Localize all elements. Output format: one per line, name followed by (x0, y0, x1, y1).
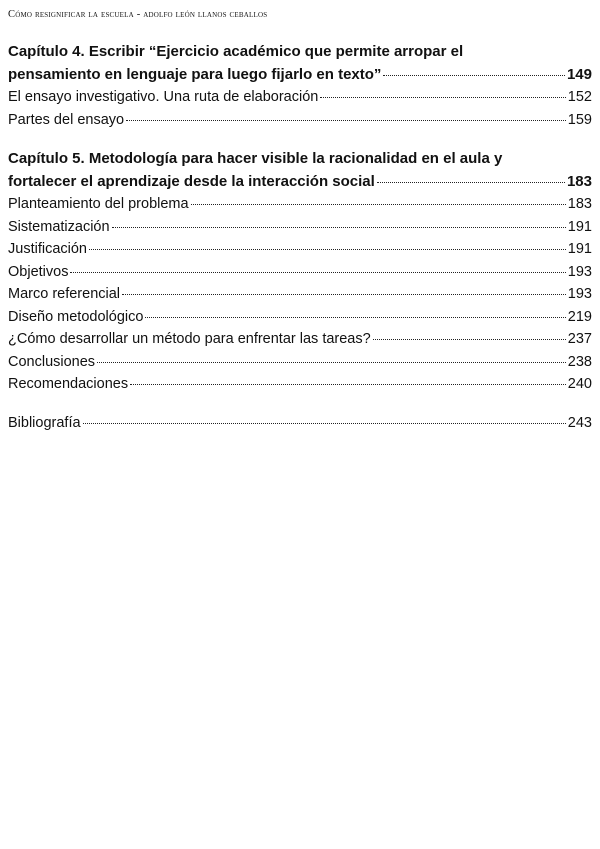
chapter-heading[interactable] (8, 147, 592, 193)
entry-page-number: 243 (567, 414, 592, 431)
entry-title: Marco referencial (8, 286, 121, 302)
entry-page-number: 240 (567, 376, 592, 392)
toc-entry[interactable] (8, 283, 592, 306)
dot-leader (89, 249, 566, 250)
dot-leader (112, 227, 566, 228)
entry-page-number: 193 (567, 286, 592, 302)
dot-leader (320, 97, 565, 98)
chapter-title (8, 147, 592, 193)
dot-leader (145, 317, 565, 318)
entry-page-number: 191 (567, 218, 592, 235)
chapter-5 (8, 147, 592, 396)
chapter-title-line-2-row (8, 170, 592, 193)
entry-page-number: 193 (567, 263, 592, 280)
chapter-title-line-1: Capítulo 4. Escribir “Ejercicio académico que permite arropar el (8, 43, 464, 60)
dot-leader (83, 423, 566, 424)
dot-leader (191, 204, 566, 205)
toc-entry-bibliography[interactable] (8, 412, 592, 435)
entry-title: Diseño metodológico (8, 308, 144, 325)
dot-leader (130, 384, 566, 385)
entry-title: ¿Cómo desarrollar un método para enfrentar las tareas? (8, 331, 371, 347)
chapter-4 (8, 40, 592, 131)
toc-entry[interactable] (8, 216, 592, 239)
table-of-contents (8, 40, 592, 434)
entry-page-number: 191 (567, 241, 592, 257)
entry-page-number: 152 (567, 89, 592, 105)
chapter-title (8, 40, 592, 86)
entry-title: Conclusiones (8, 353, 96, 370)
entry-page-number: 219 (567, 308, 592, 325)
dot-leader (70, 272, 565, 273)
toc-entry[interactable] (8, 86, 592, 109)
toc-entry[interactable] (8, 109, 592, 132)
toc-entry[interactable] (8, 351, 592, 374)
chapter-page-number: 183 (566, 173, 592, 190)
dot-leader (97, 362, 566, 363)
chapter-page-number: 149 (566, 66, 592, 83)
dot-leader (377, 182, 565, 183)
entry-title: Partes del ensayo (8, 111, 125, 128)
entry-page-number: 183 (567, 196, 592, 212)
entry-page-number: 237 (567, 331, 592, 347)
toc-entry[interactable] (8, 328, 592, 351)
toc-entry[interactable] (8, 306, 592, 329)
entry-title: Sistematización (8, 218, 110, 235)
toc-entry[interactable] (8, 261, 592, 284)
running-header: Cómo resignificar la escuela - adolfo león llanos ceballos (8, 9, 268, 20)
entry-page-number: 159 (567, 111, 592, 128)
dot-leader (383, 75, 565, 76)
chapter-heading[interactable] (8, 40, 592, 86)
toc-entry[interactable] (8, 373, 592, 396)
dot-leader (122, 294, 566, 295)
dot-leader (373, 339, 566, 340)
entry-title: El ensayo investigativo. Una ruta de elaboración (8, 89, 319, 105)
chapter-title-line-2: fortalecer el aprendizaje desde la interacción social (8, 173, 375, 190)
dot-leader (126, 120, 566, 121)
chapter-title-line-2-row (8, 63, 592, 86)
toc-entry[interactable] (8, 238, 592, 261)
entry-title: Objetivos (8, 263, 69, 280)
entry-title: Bibliografía (8, 414, 81, 431)
entry-page-number: 238 (567, 353, 592, 370)
entry-title: Recomendaciones (8, 376, 129, 392)
chapter-title-line-1: Capítulo 5. Metodología para hacer visible la racionalidad en el aula y (8, 150, 503, 167)
toc-entry[interactable] (8, 193, 592, 216)
chapter-title-line-2: pensamiento en lenguaje para luego fijarlo en texto” (8, 66, 382, 83)
entry-title: Justificación (8, 241, 87, 257)
entry-title: Planteamiento del problema (8, 196, 189, 212)
